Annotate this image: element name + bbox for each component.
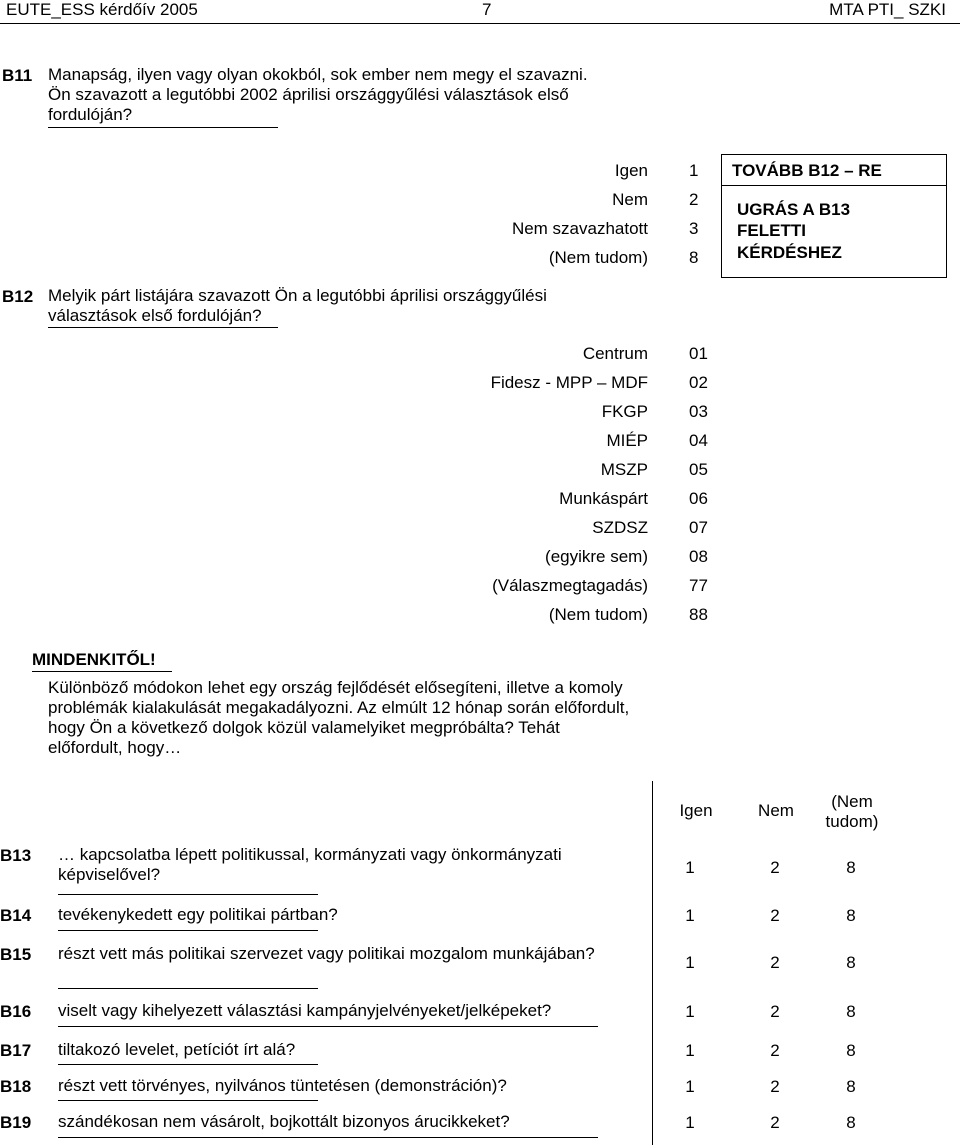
grid-value-dk: 8 bbox=[846, 906, 856, 925]
grid-row-underline bbox=[58, 1026, 598, 1027]
grid-row-underline bbox=[58, 1100, 318, 1101]
b11-option-code: 2 bbox=[689, 190, 699, 209]
col-header-no: Nem bbox=[758, 801, 794, 820]
grid-value-no: 2 bbox=[770, 1077, 780, 1096]
grid-value-no: 2 bbox=[770, 1002, 780, 1021]
grid-row-text: viselt vagy kihelyezett választási kampányjelvényeket/jelképeket? bbox=[58, 1001, 552, 1020]
routing-divider bbox=[721, 185, 947, 186]
page-number: 7 bbox=[482, 0, 492, 19]
grid-value-yes: 1 bbox=[685, 953, 695, 972]
b12-option-label: SZDSZ bbox=[592, 518, 648, 537]
b12-option-code: 02 bbox=[689, 373, 708, 392]
grid-row-code: B14 bbox=[0, 906, 32, 925]
b11-option-code: 8 bbox=[689, 248, 699, 267]
b12-option-label: (egyikre sem) bbox=[545, 547, 648, 566]
col-header-yes: Igen bbox=[679, 801, 713, 820]
grid-value-dk: 8 bbox=[846, 1077, 856, 1096]
grid-row-underline bbox=[58, 1137, 598, 1138]
b11-option-code: 3 bbox=[689, 219, 699, 238]
b11-option-label: (Nem tudom) bbox=[548, 248, 648, 267]
grid-value-dk: 8 bbox=[846, 953, 856, 972]
grid-row-text: tevékenykedett egy politikai pártban? bbox=[58, 905, 338, 924]
grid-value-yes: 1 bbox=[685, 1002, 695, 1021]
grid-value-no: 2 bbox=[770, 906, 780, 925]
b12-option-label: (Válaszmegtagadás) bbox=[492, 576, 648, 595]
b12-option-label: FKGP bbox=[601, 402, 648, 421]
grid-left-border bbox=[652, 781, 653, 1145]
b12-option-label: MIÉP bbox=[606, 431, 648, 450]
grid-value-yes: 1 bbox=[685, 1077, 695, 1096]
grid-value-yes: 1 bbox=[685, 906, 695, 925]
grid-value-no: 2 bbox=[770, 1113, 780, 1132]
grid-value-yes: 1 bbox=[685, 1113, 695, 1132]
grid-row-underline bbox=[58, 988, 318, 989]
grid-row-code: B16 bbox=[0, 1002, 32, 1021]
b12-option-label: MSZP bbox=[600, 460, 648, 479]
grid-row-underline bbox=[58, 930, 318, 931]
b12-option-label: Centrum bbox=[582, 344, 648, 363]
routing-continue: TOVÁBB B12 – RE bbox=[732, 161, 882, 180]
grid-value-no: 2 bbox=[770, 858, 780, 877]
b12-option-code: 04 bbox=[689, 431, 708, 450]
grid-row-underline bbox=[58, 1064, 318, 1065]
intro-heading-underline bbox=[32, 671, 172, 672]
question-code-b11: B11 bbox=[2, 66, 33, 85]
intro-heading: MINDENKITŐL! bbox=[32, 650, 156, 669]
question-code-b12: B12 bbox=[2, 287, 34, 306]
question-underline-b11 bbox=[48, 127, 278, 128]
grid-row-text: tiltakozó levelet, petíciót írt alá? bbox=[58, 1040, 296, 1059]
grid-row-text: részt vett törvényes, nyilvános tüntetésen (demonstráción)? bbox=[58, 1076, 507, 1095]
question-underline-b12 bbox=[48, 327, 278, 328]
col-header-dk-1: (Nem bbox=[831, 792, 873, 811]
grid-row-code: B15 bbox=[0, 945, 32, 964]
grid-value-yes: 1 bbox=[685, 858, 695, 877]
col-header-dk-2: tudom) bbox=[825, 812, 879, 831]
b12-option-code: 77 bbox=[689, 576, 708, 595]
intro-text: Különböző módokon lehet egy ország fejlődését elősegíteni, illetve a komoly problémák kialakulását megakadályozni. Az elmúlt 12 hónap során előfordult, hogy Ön a következő dolgok közül valamelyiket megpróbálta? Tehát előfordult, hogy… bbox=[48, 678, 630, 757]
grid-value-dk: 8 bbox=[846, 1113, 856, 1132]
grid-row-text: szándékosan nem vásárolt, bojkottált bizonyos árucikkeket? bbox=[58, 1112, 510, 1131]
b12-option-label: Munkáspárt bbox=[559, 489, 648, 508]
b11-option-code: 1 bbox=[689, 161, 699, 180]
header-right: MTA PTI_ SZKI bbox=[829, 0, 946, 19]
question-text-b11: Manapság, ilyen vagy olyan okokból, sok ember nem megy el szavazni. Ön szavazott a legutóbbi 2002 áprilisi országgyűlési választások első fordulóján? bbox=[48, 65, 588, 124]
b12-option-code: 03 bbox=[689, 402, 708, 421]
b12-option-code: 88 bbox=[689, 605, 708, 624]
grid-row-underline bbox=[58, 894, 318, 895]
routing-skip-line1: UGRÁS A B13 bbox=[737, 200, 851, 219]
grid-row-code: B13 bbox=[0, 846, 32, 865]
b11-option-label: Nem bbox=[612, 190, 648, 209]
b11-option-label: Igen bbox=[614, 161, 648, 180]
header-rule bbox=[0, 23, 960, 24]
grid-value-dk: 8 bbox=[846, 1002, 856, 1021]
b12-option-label: Fidesz - MPP – MDF bbox=[490, 373, 648, 392]
grid-value-no: 2 bbox=[770, 953, 780, 972]
b12-option-code: 05 bbox=[689, 460, 708, 479]
routing-skip-line2: FELETTI bbox=[737, 221, 806, 240]
b11-option-label: Nem szavazhatott bbox=[511, 219, 648, 238]
question-text-b12: Melyik párt listájára szavazott Ön a legutóbbi áprilisi országgyűlési választások első fordulóján? bbox=[48, 286, 547, 325]
b12-option-code: 08 bbox=[689, 547, 708, 566]
header-left: EUTE_ESS kérdőív 2005 bbox=[6, 0, 198, 19]
grid-value-dk: 8 bbox=[846, 1041, 856, 1060]
b12-option-code: 07 bbox=[689, 518, 708, 537]
grid-value-dk: 8 bbox=[846, 858, 856, 877]
b12-option-code: 06 bbox=[689, 489, 708, 508]
grid-row-code: B18 bbox=[0, 1077, 32, 1096]
grid-row-text: … kapcsolatba lépett politikussal, kormányzati vagy önkormányzati képviselővel? bbox=[58, 845, 562, 884]
routing-skip-line3: KÉRDÉSHEZ bbox=[737, 243, 842, 262]
b12-option-label: (Nem tudom) bbox=[548, 605, 648, 624]
grid-row-text: részt vett más politikai szervezet vagy politikai mozgalom munkájában? bbox=[58, 944, 595, 963]
grid-row-code: B19 bbox=[0, 1113, 32, 1132]
grid-value-yes: 1 bbox=[685, 1041, 695, 1060]
grid-value-no: 2 bbox=[770, 1041, 780, 1060]
b12-option-code: 01 bbox=[689, 344, 708, 363]
grid-row-code: B17 bbox=[0, 1041, 32, 1060]
